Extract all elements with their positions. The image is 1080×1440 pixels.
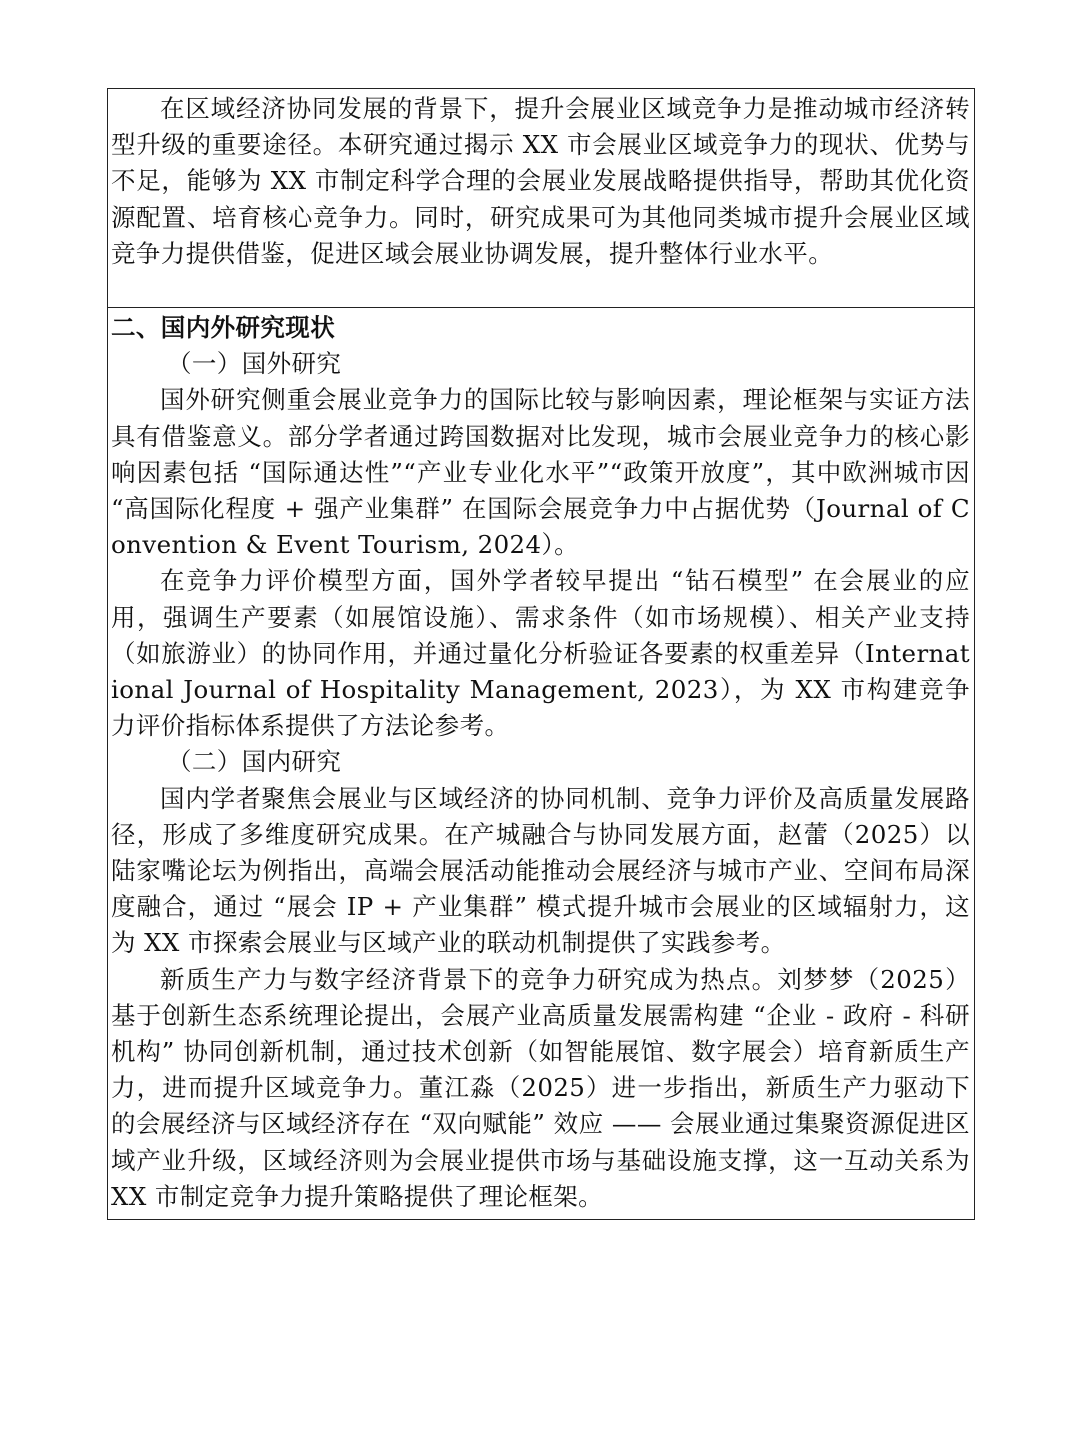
- research-status-cell: [108, 308, 975, 1220]
- foreign-paragraph-1: 国外研究侧重会展业竞争力的国际比较与影响因素，理论框架与实证方法具有借鉴意义。部分学者通过跨国数据对比发现，城市会展业竞争力的核心影响因素包括 “国际通达性”“产业专业化水平”“政策开放度”，其中欧洲城市因 “高国际化程度 + 强产业集群” 在国际会展竞争力中占据优势（Journal of Convention & Event Tourism, 2024）。: [111, 385, 970, 560]
- domestic-paragraph-1: 国内学者聚焦会展业与区域经济的协同机制、竞争力评价及高质量发展路径，形成了多维度研究成果。在产城融合与协同发展方面，赵蕾（2025）以陆家嘴论坛为例指出，高端会展活动能推动会展经济与城市产业、空间布局深度融合，通过 “展会 IP + 产业集群” 模式提升城市会展业的区域辐射力，这为 XX 市探索会展业与区域产业的联动机制提供了实践参考。: [111, 783, 970, 958]
- document-table: [107, 88, 975, 1220]
- domestic-paragraph-2: 新质生产力与数字经济背景下的竞争力研究成为热点。刘梦梦（2025）基于创新生态系统理论提出，会展产业高质量发展需构建 “企业 - 政府 - 科研机构” 协同创新机制，通过技术创新（如智能展馆、数字展会）培育新质生产力，进而提升区域竞争力。董江淼（2025）进一步指出，新质生产力驱动下的会展经济与区域经济存在 “双向赋能” 效应 —— 会展业通过集聚资源促进区域产业升级，区域经济则为会展业提供市场与基础设施支撑，这一互动关系为 XX 市制定竞争力提升策略提供了理论框架。: [111, 964, 970, 1211]
- intro-cell: [108, 89, 975, 308]
- subheading-foreign-research: （一）国外研究: [167, 349, 342, 379]
- section-heading-research-status: 二、国内外研究现状: [111, 313, 336, 342]
- foreign-paragraph-2: 在竞争力评价模型方面，国外学者较早提出 “钻石模型” 在会展业的应用，强调生产要素（如展馆设施）、需求条件（如市场规模）、相关产业支持（如旅游业）的协同作用，并通过量化分析验证各要素的权重差异（International Journal of Hospitality Management, 2023），为 XX 市构建竞争力评价指标体系提供了方法论参考。: [111, 566, 970, 741]
- table-row: [108, 308, 975, 1220]
- subheading-domestic-research: （二）国内研究: [167, 747, 342, 777]
- table-row: [108, 89, 975, 308]
- intro-paragraph: 在区域经济协同发展的背景下，提升会展业区域竞争力是推动城市经济转型升级的重要途径。本研究通过揭示 XX 市会展业区域竞争力的现状、优势与不足，能够为 XX 市制定科学合理的会展业发展战略提供指导，帮助其优化资源配置、培育核心竞争力。同时，研究成果可为其他同类城市提升会展业区域竞争力提供借鉴，促进区域会展业协调发展，提升整体行业水平。: [111, 94, 970, 268]
